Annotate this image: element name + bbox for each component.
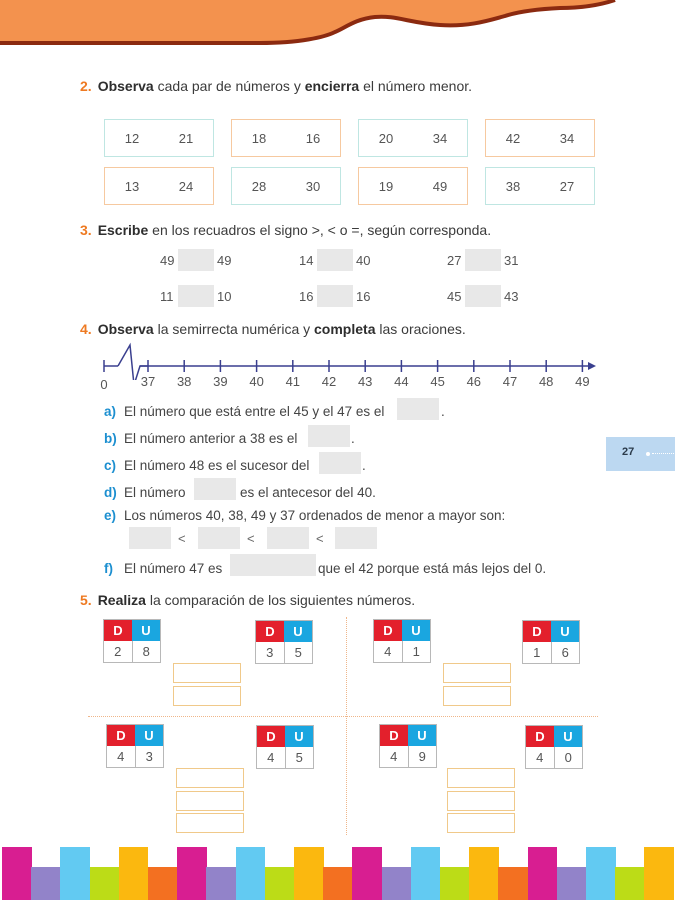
left-number: 45 bbox=[447, 289, 462, 304]
place-value-table bbox=[373, 619, 431, 663]
units-value: 8 bbox=[142, 644, 150, 659]
footer-color-bar bbox=[323, 867, 353, 900]
footer-color-bar bbox=[644, 847, 674, 900]
sign-answer-box[interactable] bbox=[317, 249, 353, 271]
footer-color-bar bbox=[177, 847, 207, 900]
tens-value: 4 bbox=[526, 747, 555, 768]
table-values bbox=[256, 642, 312, 663]
place-value-table bbox=[379, 724, 437, 768]
pair-number[interactable]: 27 bbox=[559, 178, 575, 194]
footer-color-bar bbox=[236, 847, 266, 900]
pair-number[interactable]: 49 bbox=[432, 178, 448, 194]
pair-number[interactable]: 20 bbox=[378, 130, 394, 146]
number-line-label: 46 bbox=[466, 374, 482, 389]
page-number-tab bbox=[606, 437, 675, 471]
instruction-text: en los recuadros el signo >, < o =, según corresponda. bbox=[148, 222, 492, 238]
number-pair-box[interactable] bbox=[104, 119, 214, 157]
footer-color-bar bbox=[615, 867, 645, 900]
question-4-title bbox=[80, 321, 466, 337]
period: . bbox=[362, 458, 366, 473]
footer-color-bar bbox=[265, 867, 295, 900]
units-value: 3 bbox=[145, 749, 153, 764]
question-3-title bbox=[80, 222, 491, 238]
pair-number[interactable]: 34 bbox=[432, 130, 448, 146]
tens-header: D bbox=[380, 725, 408, 746]
number-pair-box[interactable] bbox=[358, 119, 468, 157]
number-pair-box[interactable] bbox=[231, 119, 341, 157]
footer-color-bar bbox=[2, 847, 32, 900]
table-header bbox=[104, 620, 160, 641]
table-values bbox=[257, 747, 313, 768]
units-header: U bbox=[285, 726, 313, 747]
table-header bbox=[107, 725, 163, 746]
footer-color-bar bbox=[440, 867, 470, 900]
units-header: U bbox=[132, 620, 160, 641]
answer-box-e-2[interactable] bbox=[198, 527, 240, 549]
tens-header: D bbox=[257, 726, 285, 747]
answer-box-e-3[interactable] bbox=[267, 527, 309, 549]
instruction-text: la semirrecta numérica y bbox=[153, 321, 315, 337]
item-e bbox=[104, 508, 505, 523]
item-letter: f) bbox=[104, 561, 113, 576]
item-letter: a) bbox=[104, 404, 117, 419]
item-f bbox=[104, 561, 222, 576]
table-header bbox=[257, 726, 313, 747]
comparison-answer-box[interactable] bbox=[176, 768, 244, 788]
left-number: 49 bbox=[160, 253, 175, 268]
footer-color-bar bbox=[119, 847, 149, 900]
table-values bbox=[104, 641, 160, 662]
right-number: 10 bbox=[217, 289, 232, 304]
table-header bbox=[256, 621, 312, 642]
tens-value: 4 bbox=[374, 641, 403, 662]
instruction-text: el número menor. bbox=[359, 78, 473, 94]
page-tab-dotted-line bbox=[652, 453, 674, 454]
footer-color-bar bbox=[90, 867, 120, 900]
footer-color-bar bbox=[60, 847, 90, 900]
item-text: El número anterior a 38 es el bbox=[124, 431, 298, 446]
verb: Observa bbox=[97, 321, 154, 337]
right-number: 31 bbox=[504, 253, 519, 268]
number-line-label: 37 bbox=[140, 374, 156, 389]
page-number: 27 bbox=[622, 446, 635, 458]
sign-answer-box[interactable] bbox=[465, 249, 501, 271]
place-value-table bbox=[522, 620, 580, 664]
answer-box-f[interactable] bbox=[230, 554, 316, 576]
tens-header: D bbox=[374, 620, 402, 641]
less-than-sign: < bbox=[178, 531, 186, 546]
right-number: 16 bbox=[356, 289, 371, 304]
question-number: 2. bbox=[80, 78, 92, 94]
pair-number[interactable]: 24 bbox=[178, 178, 194, 194]
comparison-answer-box[interactable] bbox=[173, 686, 241, 706]
item-letter: b) bbox=[104, 431, 117, 446]
instruction-text: cada par de números y bbox=[153, 78, 305, 94]
vertical-dotted-divider bbox=[346, 617, 347, 835]
tens-header: D bbox=[256, 621, 284, 642]
number-line-label: 43 bbox=[357, 374, 373, 389]
question-5-title bbox=[80, 592, 415, 608]
footer-color-bar bbox=[148, 867, 178, 900]
less-than-sign: < bbox=[247, 531, 255, 546]
footer-color-bar bbox=[382, 867, 412, 900]
question-number: 3. bbox=[80, 222, 92, 238]
footer-color-bar bbox=[586, 847, 616, 900]
footer-color-bar bbox=[206, 867, 236, 900]
right-number: 40 bbox=[356, 253, 371, 268]
header-wave-banner bbox=[0, 0, 675, 60]
pair-number[interactable]: 38 bbox=[505, 178, 521, 194]
answer-box-e-4[interactable] bbox=[335, 527, 377, 549]
number-pair-box[interactable] bbox=[485, 167, 595, 205]
instruction-text: la comparación de los siguientes números. bbox=[145, 592, 416, 608]
number-pair-box[interactable] bbox=[358, 167, 468, 205]
pair-number[interactable]: 13 bbox=[124, 178, 140, 194]
number-line-label: 40 bbox=[249, 374, 264, 389]
answer-box-d[interactable] bbox=[194, 478, 236, 500]
sign-answer-box[interactable] bbox=[178, 285, 214, 307]
place-value-table bbox=[525, 725, 583, 769]
number-line-label: 48 bbox=[538, 374, 554, 389]
footer-color-bar bbox=[352, 847, 382, 900]
number-line-label: 39 bbox=[213, 374, 228, 389]
item-letter: c) bbox=[104, 458, 117, 473]
item-a bbox=[104, 404, 384, 419]
table-header bbox=[380, 725, 436, 746]
pair-number[interactable]: 18 bbox=[251, 130, 267, 146]
tens-value: 4 bbox=[107, 746, 136, 767]
question-2-title bbox=[80, 78, 472, 94]
footer-color-bar bbox=[411, 847, 441, 900]
units-header: U bbox=[284, 621, 312, 642]
sign-answer-box[interactable] bbox=[465, 285, 501, 307]
place-value-table bbox=[103, 619, 161, 663]
item-d bbox=[104, 485, 186, 500]
pair-number[interactable]: 16 bbox=[305, 130, 321, 146]
footer-color-bar bbox=[469, 847, 499, 900]
place-value-table bbox=[256, 725, 314, 769]
table-values bbox=[107, 746, 163, 767]
right-number: 43 bbox=[504, 289, 519, 304]
tens-value: 4 bbox=[380, 746, 409, 767]
item-b bbox=[104, 431, 297, 446]
answer-box-c[interactable] bbox=[319, 452, 361, 474]
verb: encierra bbox=[304, 78, 360, 94]
table-values bbox=[380, 746, 436, 767]
item-letter: e) bbox=[104, 508, 117, 523]
verb: Observa bbox=[97, 78, 154, 94]
comparison-answer-box[interactable] bbox=[443, 686, 511, 706]
horizontal-dotted-divider bbox=[88, 716, 598, 717]
tens-header: D bbox=[107, 725, 135, 746]
right-number: 49 bbox=[217, 253, 232, 268]
footer-color-bar bbox=[557, 867, 587, 900]
item-text: Los números 40, 38, 49 y 37 ordenados de menor a mayor son: bbox=[124, 508, 506, 523]
less-than-sign: < bbox=[316, 531, 324, 546]
comparison-answer-box[interactable] bbox=[176, 813, 244, 833]
number-line-label: 49 bbox=[575, 374, 590, 389]
tens-value: 4 bbox=[257, 747, 286, 768]
sign-answer-box[interactable] bbox=[178, 249, 214, 271]
pair-number[interactable]: 42 bbox=[505, 130, 521, 146]
units-header: U bbox=[554, 726, 582, 747]
left-number: 14 bbox=[299, 253, 314, 268]
table-header bbox=[374, 620, 430, 641]
left-number: 27 bbox=[447, 253, 462, 268]
period: . bbox=[351, 431, 355, 446]
units-value: 0 bbox=[564, 750, 572, 765]
place-value-table bbox=[255, 620, 313, 664]
item-letter: d) bbox=[104, 485, 117, 500]
units-header: U bbox=[402, 620, 430, 641]
page-tab-dot bbox=[646, 452, 650, 456]
pair-number[interactable]: 34 bbox=[559, 130, 575, 146]
number-line-label: 45 bbox=[430, 374, 445, 389]
number-line-label: 38 bbox=[176, 374, 192, 389]
item-text: que el 42 porque está más lejos del 0. bbox=[318, 561, 547, 576]
comparison-answer-box[interactable] bbox=[447, 813, 515, 833]
comparison-answer-box[interactable] bbox=[176, 791, 244, 811]
units-header: U bbox=[408, 725, 436, 746]
pair-number[interactable]: 12 bbox=[124, 130, 140, 146]
footer-color-bar bbox=[31, 867, 61, 900]
comparison-answer-box[interactable] bbox=[447, 768, 515, 788]
number-line-arrow bbox=[588, 362, 596, 370]
number-pair-box[interactable] bbox=[104, 167, 214, 205]
footer-color-bar bbox=[528, 847, 558, 900]
number-line-label: 0 bbox=[100, 377, 108, 392]
question-number: 4. bbox=[80, 321, 92, 337]
pair-number[interactable]: 19 bbox=[378, 178, 394, 194]
number-pair-box[interactable] bbox=[231, 167, 341, 205]
units-value: 5 bbox=[294, 645, 302, 660]
units-value: 5 bbox=[295, 750, 303, 765]
number-line-label: 44 bbox=[394, 374, 409, 389]
tens-value: 3 bbox=[256, 642, 285, 663]
footer-color-bar bbox=[294, 847, 324, 900]
comparison-answer-box[interactable] bbox=[443, 663, 511, 683]
item-text: El número 47 es bbox=[124, 561, 223, 576]
sign-answer-box[interactable] bbox=[317, 285, 353, 307]
units-header: U bbox=[135, 725, 163, 746]
question-number: 5. bbox=[80, 592, 92, 608]
table-header bbox=[523, 621, 579, 642]
answer-box-e-1[interactable] bbox=[129, 527, 171, 549]
verb: Realiza bbox=[97, 592, 146, 608]
tens-header: D bbox=[526, 726, 554, 747]
units-value: 6 bbox=[561, 645, 569, 660]
footer-color-bar bbox=[498, 867, 528, 900]
left-number: 16 bbox=[299, 289, 314, 304]
pair-number[interactable]: 21 bbox=[178, 130, 194, 146]
table-values bbox=[374, 641, 430, 662]
pair-number[interactable]: 28 bbox=[251, 178, 267, 194]
item-text: El número bbox=[124, 485, 186, 500]
number-pair-box[interactable] bbox=[485, 119, 595, 157]
comparison-answer-box[interactable] bbox=[173, 663, 241, 683]
item-text: es el antecesor del 40. bbox=[240, 485, 376, 500]
item-text: El número que está entre el 45 y el 47 es el bbox=[124, 404, 385, 419]
answer-box-b[interactable] bbox=[308, 425, 350, 447]
number-line bbox=[90, 340, 610, 380]
comparison-answer-box[interactable] bbox=[447, 791, 515, 811]
tens-value: 1 bbox=[523, 642, 552, 663]
item-text: El número 48 es el sucesor del bbox=[124, 458, 310, 473]
table-values bbox=[526, 747, 582, 768]
number-line-label: 41 bbox=[285, 374, 301, 389]
place-value-table bbox=[106, 724, 164, 768]
period: . bbox=[441, 404, 445, 419]
verb: Escribe bbox=[97, 222, 149, 238]
units-value: 9 bbox=[418, 749, 426, 764]
units-value: 1 bbox=[412, 644, 420, 659]
tens-header: D bbox=[523, 621, 551, 642]
instruction-text: las oraciones. bbox=[375, 321, 466, 337]
units-header: U bbox=[551, 621, 579, 642]
left-number: 11 bbox=[160, 289, 174, 304]
number-line-label: 42 bbox=[321, 374, 337, 389]
pair-number[interactable]: 30 bbox=[305, 178, 321, 194]
table-header bbox=[526, 726, 582, 747]
verb: completa bbox=[314, 321, 376, 337]
tens-value: 2 bbox=[104, 641, 133, 662]
tens-header: D bbox=[104, 620, 132, 641]
number-line-label: 47 bbox=[502, 374, 518, 389]
item-c bbox=[104, 458, 309, 473]
table-values bbox=[523, 642, 579, 663]
answer-box-a[interactable] bbox=[397, 398, 439, 420]
